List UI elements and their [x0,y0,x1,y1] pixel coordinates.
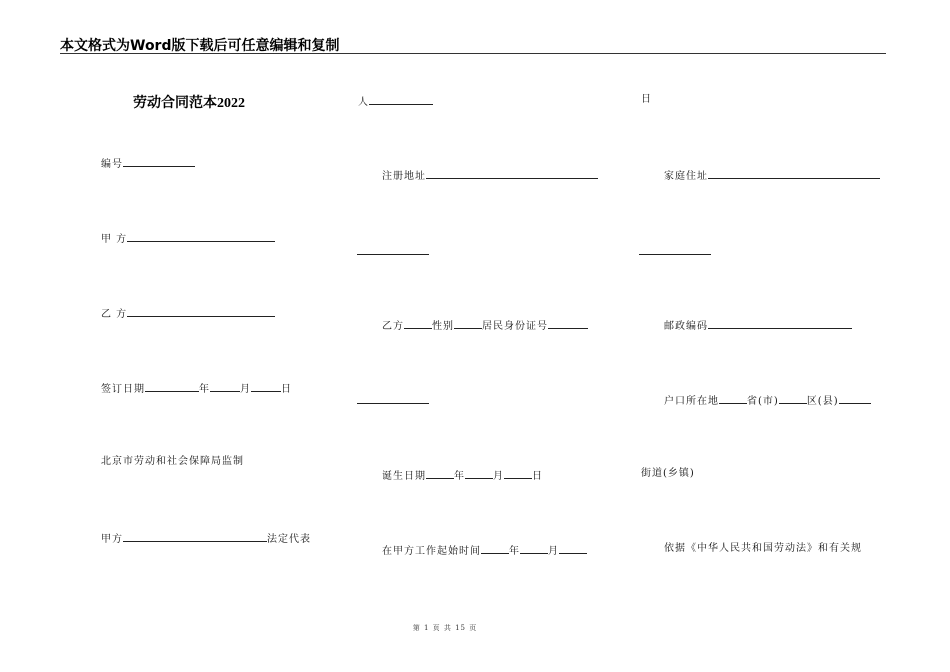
start-date-label: 在甲方工作起始时间 [382,546,481,557]
day-label: 日 [281,384,292,395]
party-a2-label: 甲方 [101,534,123,545]
start-year-field[interactable] [481,543,509,554]
sign-date-label: 签订日期 [101,384,145,395]
party-a-legal-row [101,531,311,546]
party-a-label: 甲 方 [101,234,128,245]
reg-address-label: 注册地址 [382,171,426,182]
reg-address-row [382,168,598,183]
reg-address-continuation-line [357,254,429,255]
party-a-field[interactable] [127,231,275,242]
postcode-field[interactable] [708,318,852,329]
postcode-row [664,318,852,333]
party-b-field[interactable] [127,306,275,317]
start-date-row [382,543,587,558]
birth-date-row [382,468,543,483]
id-number-label: 居民身份证号 [482,321,548,332]
legal-basis-text: 依据《中华人民共和国劳动法》和有关规 [664,543,862,554]
party-a-row [101,231,275,246]
birth-month-label: 月 [493,471,504,482]
start-month-label: 月 [548,546,559,557]
hukou-row [664,393,871,408]
legal-rep-field[interactable] [369,94,433,105]
legal-person-row [358,94,433,109]
party-b-prefix: 乙方 [382,321,404,332]
page-footer: 第 1 页 共 15 页 [412,624,478,632]
hukou-street-field[interactable] [839,393,871,404]
hukou-province-field[interactable] [719,393,747,404]
gender-field[interactable] [454,318,482,329]
party-b-name-field[interactable] [404,318,432,329]
serial-number-row [101,156,195,171]
start-day-label: 日 [641,94,652,105]
month-label: 月 [240,384,251,395]
party-b-label: 乙 方 [101,309,128,320]
sign-date-row [101,381,292,396]
district-label: 区(县) [806,396,839,407]
party-b-row [101,306,275,321]
hukou-label: 户口所在地 [664,396,719,407]
birth-day-field[interactable] [504,468,532,479]
start-year-label: 年 [509,546,520,557]
header-divider [60,53,886,54]
birth-year-field[interactable] [426,468,454,479]
home-address-label: 家庭住址 [664,171,708,182]
birth-month-field[interactable] [465,468,493,479]
person-label: 人 [358,97,369,108]
start-day-field[interactable] [559,543,587,554]
serial-number-label: 编号 [101,159,123,170]
sign-month-field[interactable] [210,381,240,392]
id-number-field[interactable] [548,318,588,329]
legal-rep-label: 法定代表 [267,534,311,545]
sign-year-field[interactable] [145,381,199,392]
serial-number-field[interactable] [123,156,195,167]
reg-address-field[interactable] [426,168,598,179]
party-b-info-row [382,318,588,333]
party-a2-field[interactable] [123,531,267,542]
document-title: 劳动合同范本2022 [133,96,245,111]
page-header: 本文格式为Word版下载后可任意编辑和复制 [60,38,340,54]
supervisor-text: 北京市劳动和社会保障局监制 [101,456,244,467]
hukou-district-field[interactable] [779,393,807,404]
home-address-continuation-line [639,254,711,255]
sign-day-field[interactable] [251,381,281,392]
birth-year-label: 年 [454,471,465,482]
postcode-label: 邮政编码 [664,321,708,332]
year-label: 年 [199,384,210,395]
gender-label: 性别 [432,321,454,332]
home-address-field[interactable] [708,168,880,179]
home-address-row [664,168,880,183]
province-label: 省(市) [747,396,779,407]
id-number-continuation-line [357,403,429,404]
birth-day-label: 日 [532,471,543,482]
birth-date-label: 诞生日期 [382,471,426,482]
street-label: 街道(乡镇) [641,468,695,479]
start-month-field[interactable] [520,543,548,554]
